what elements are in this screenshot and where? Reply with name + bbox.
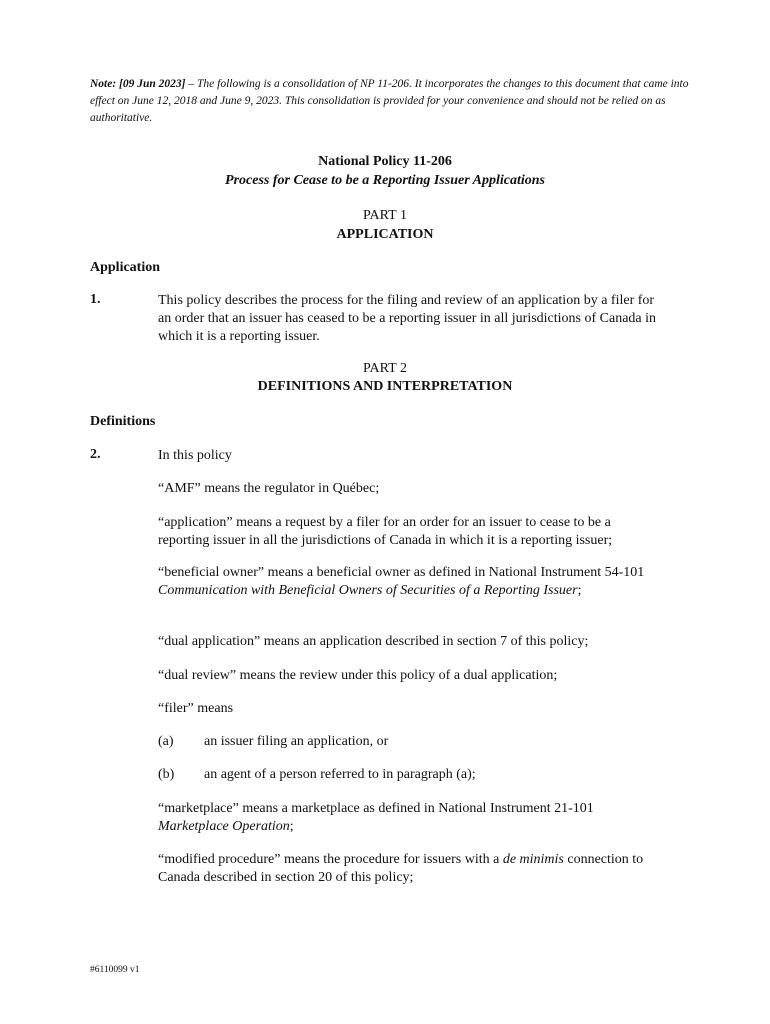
definition-beneficial-owner: [158, 564, 658, 600]
definition-text: connection to Canada described in section 20 of this policy;: [158, 852, 644, 885]
instrument-title: Marketplace Operation: [158, 819, 290, 834]
definition-filer: “filer” means: [158, 701, 234, 716]
definitions-heading: Definitions: [90, 414, 156, 429]
section-2-number: 2.: [90, 447, 101, 462]
definition-dual-review: “dual review” means the review under this policy of a dual application;: [158, 668, 558, 683]
instrument-title: Communication with Beneficial Owners of Securities of a Reporting Issuer: [158, 583, 578, 598]
definition-application: “application” means a request by a filer for an order for an issuer to cease to be a reporting issuer in all the jurisdictions of Canada in which it is a reporting issuer;: [158, 515, 613, 548]
filer-item-b-label: (b): [158, 767, 175, 782]
application-heading: Application: [90, 260, 161, 275]
definition-dual-application: “dual application” means an application described in section 7 of this policy;: [158, 634, 589, 649]
definition-text: ;: [577, 583, 582, 598]
definition-text: “modified procedure” means the procedure for issuers with a: [158, 852, 503, 867]
note-date: Note: [09 Jun 2023]: [90, 78, 186, 90]
section-1-text: This policy describes the process for the filing and review of an application by a filer for an order that an issuer has ceased to be a reporting issuer in all jurisdictions of Canada in which it is a reporting issuer.: [158, 293, 657, 344]
filer-item-a-label: (a): [158, 734, 174, 749]
policy-title: Process for Cease to be a Reporting Issuer Applications: [225, 173, 545, 188]
section-1-number: 1.: [90, 292, 101, 307]
document-id-footer: #6110099 v1: [90, 965, 140, 975]
part1-label: PART 1: [363, 208, 407, 223]
note-text: – The following is a consolidation of NP 11-206. It incorporates the changes to this document that came into effect on June 12, 2018 and June 9, 2023. This consolidation is provided for your convenience and should not be relied on as authoritative.: [90, 78, 689, 124]
filer-item-b-text: an agent of a person referred to in paragraph (a);: [204, 767, 476, 782]
part1-title: APPLICATION: [336, 227, 434, 242]
filer-item-a-text: an issuer filing an application, or: [204, 734, 389, 749]
definition-text: “beneficial owner” means a beneficial owner as defined in National Instrument 54-101: [158, 565, 645, 580]
definition-amf: “AMF” means the regulator in Québec;: [158, 481, 380, 496]
policy-number: National Policy 11-206: [318, 154, 452, 169]
consolidation-note: [90, 76, 690, 127]
part2-title: DEFINITIONS AND INTERPRETATION: [257, 379, 513, 394]
definition-modified-procedure: [158, 851, 658, 887]
definition-text: ;: [289, 819, 294, 834]
part2-label: PART 2: [363, 361, 407, 376]
latin-term: de minimis: [502, 852, 564, 867]
definitions-intro: In this policy: [158, 448, 232, 463]
definition-marketplace: [158, 800, 658, 836]
definition-text: “marketplace” means a marketplace as defined in National Instrument 21-101: [158, 801, 594, 816]
